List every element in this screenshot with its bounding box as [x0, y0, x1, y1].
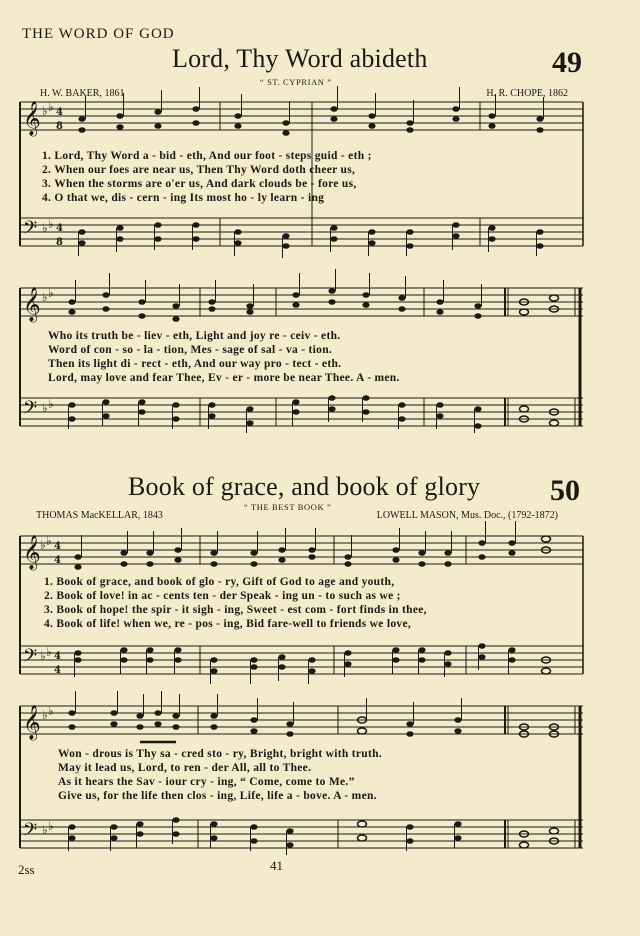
hymn-50-verse-2-line-1: 2. Book of love! in ac - cents ten - der Speak - ing un - to such as we ;	[44, 590, 401, 602]
hymn-50-verse-1-line-1: 1. Book of grace, and book of glo - ry, Gift of God to age and youth,	[44, 576, 395, 588]
svg-text:♭: ♭	[48, 286, 54, 300]
svg-text:8: 8	[56, 121, 63, 132]
svg-text:𝄞: 𝄞	[23, 287, 41, 322]
hymn-49-music-credit: H. R. CHOPE, 1862	[486, 88, 568, 99]
hymn-50-tune-name: “ THE BEST BOOK ”	[244, 502, 332, 512]
svg-text:♭: ♭	[46, 534, 52, 548]
section-heading: THE WORD OF GOD	[22, 26, 175, 42]
svg-text:♭: ♭	[42, 823, 48, 837]
hymn-49-number: 49	[552, 46, 582, 79]
svg-text:𝄞: 𝄞	[23, 705, 41, 740]
svg-text:𝄢: 𝄢	[23, 398, 38, 423]
svg-text:♭: ♭	[42, 104, 48, 118]
hymn-50-music-credit: LOWELL MASON, Mus. Doc., (1792-1872)	[376, 510, 558, 521]
hymn-49-verse-1-line-2: Who its truth be - liev - eth, Light and joy re - ceiv - eth.	[48, 330, 341, 342]
svg-text:𝄢: 𝄢	[23, 646, 38, 671]
hymn-50-verse-4-line-1: 4. Book of life! when we, re - pos - ing, Bid fare-well to friends we love,	[44, 618, 412, 630]
hymn-50-verse-3-line-1: 3. Book of hope! the spir - it sigh - ing, Sweet - est com - fort finds in thee,	[44, 604, 427, 616]
svg-text:𝄞: 𝄞	[23, 101, 41, 136]
svg-text:♭: ♭	[48, 397, 54, 411]
hymn-50-title: Book of grace, and book of glory	[128, 472, 481, 501]
page-number: 41	[270, 858, 283, 873]
svg-text:♭: ♭	[42, 401, 48, 415]
svg-text:4: 4	[54, 665, 61, 676]
svg-text:4: 4	[56, 223, 63, 234]
svg-text:♭: ♭	[48, 100, 54, 114]
signature-mark: 2ss	[18, 862, 35, 877]
svg-text:♭: ♭	[40, 538, 46, 552]
hymn-49-verse-2-line-2: Word of con - so - la - tion, Mes - sage of sal - va - tion.	[48, 344, 333, 356]
hymn-50-number: 50	[550, 474, 580, 507]
svg-text:4: 4	[56, 107, 63, 118]
hymn-50-verse-2-line-2: May it lead us, Lord, to ren - der All, all to Thee.	[58, 762, 312, 774]
hymn-50-verse-4-line-2: Give us, for the life then clos - ing, Life, life a - bove. A - men.	[58, 790, 377, 802]
svg-text:♭: ♭	[46, 645, 52, 659]
svg-text:♭: ♭	[42, 708, 48, 722]
svg-text:4: 4	[54, 555, 61, 566]
svg-text:♭: ♭	[48, 704, 54, 718]
hymn-50-verse-3-line-2: As it hears the Sav - iour cry - ing, “ Come, come to Me.”	[58, 776, 355, 788]
hymn-50-verse-1-line-2: Won - drous is Thy sa - cred sto - ry, Bright, bright with truth.	[58, 748, 382, 760]
svg-text:♭: ♭	[40, 649, 46, 663]
svg-text:𝄢: 𝄢	[23, 218, 38, 243]
svg-text:♭: ♭	[42, 290, 48, 304]
hymn-49-verse-4-line-2: Lord, may love and fear Thee, Ev - er - more be near Thee. A - men.	[48, 372, 400, 384]
svg-text:𝄢: 𝄢	[23, 820, 38, 845]
hymn-49-verse-3-line-1: 3. When the storms are o'er us, And dark clouds be - fore us,	[42, 178, 357, 190]
hymn-50-words-credit: THOMAS MacKELLAR, 1843	[36, 510, 163, 521]
hymn-49-verse-3-line-2: Then its light di - rect - eth, And our way pro - tect - eth.	[48, 358, 342, 370]
svg-text:𝄞: 𝄞	[23, 535, 41, 570]
hymn-49-title: Lord, Thy Word abideth	[172, 44, 428, 73]
hymn-49-verse-4-line-1: 4. O that we, dis - cern - ing Its most ho - ly learn - ing	[42, 192, 325, 204]
svg-text:♭: ♭	[42, 221, 48, 235]
svg-text:4: 4	[54, 651, 61, 662]
hymn-49-verse-1-line-1: 1. Lord, Thy Word a - bid - eth, And our foot - steps guid - eth ;	[42, 150, 372, 162]
svg-text:8: 8	[56, 237, 63, 248]
svg-text:♭: ♭	[48, 217, 54, 231]
hymn-49-tune-name: “ ST. CYPRIAN ”	[260, 77, 332, 87]
hymn-49-verse-2-line-1: 2. When our foes are near us, Then Thy Word doth cheer us,	[42, 164, 356, 176]
hymn-49-words-credit: H. W. BAKER, 1861	[40, 88, 125, 99]
svg-text:♭: ♭	[48, 819, 54, 833]
svg-text:4: 4	[54, 541, 61, 552]
